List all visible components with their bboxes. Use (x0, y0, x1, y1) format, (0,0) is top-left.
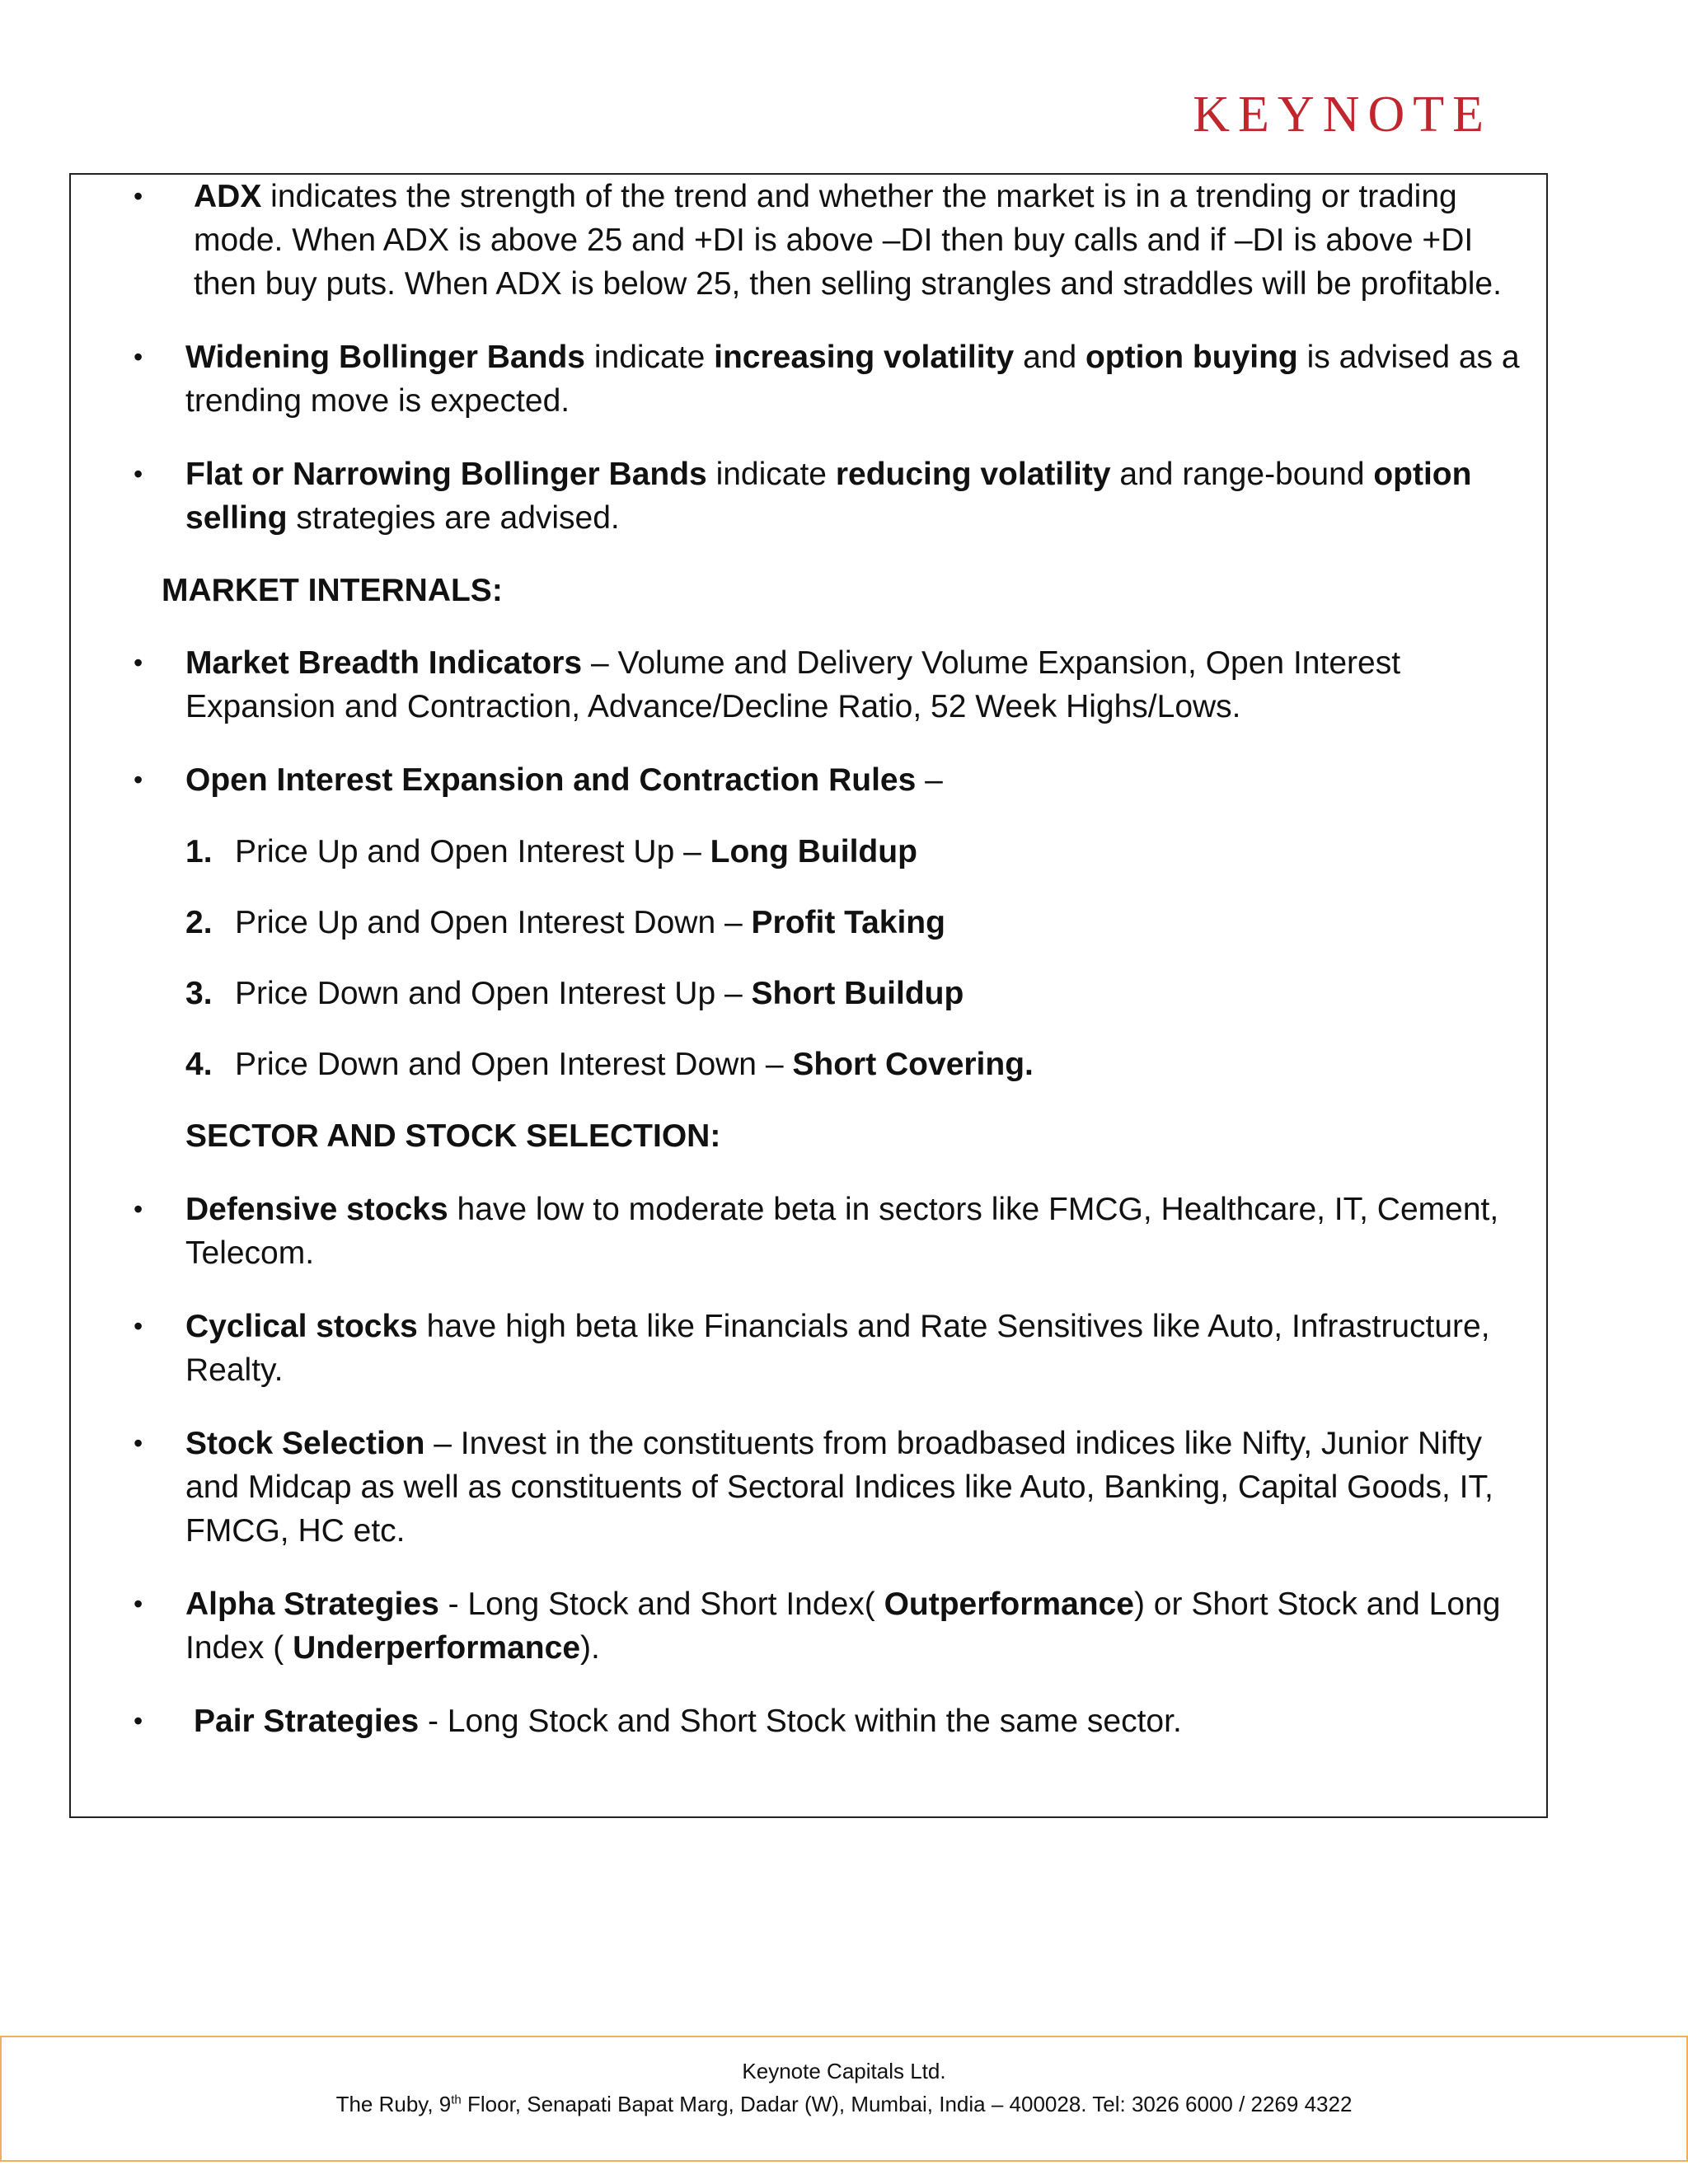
bullet-text: Defensive stocks have low to moderate beta in sectors like FMCG, Healthcare, IT, Cement, Telecom. (185, 1192, 1499, 1271)
bullet-dot-icon: • (134, 1428, 143, 1458)
bullet-text: Market Breadth Indicators – Volume and Delivery Volume Expansion, Open Interest Expansion and Contraction, Advance/Decline Ratio, 52 Week Highs/Lows. (185, 645, 1401, 724)
bullet-dot-icon: • (134, 342, 143, 372)
bullet-dot-icon: • (134, 1194, 143, 1224)
footer (0, 2036, 1688, 2162)
rule-number: 1. (185, 834, 213, 869)
market-internals-heading: MARKET INTERNALS: (162, 573, 503, 608)
bullet-dot-icon: • (134, 1589, 143, 1619)
content-box (69, 173, 1548, 1818)
bullet-text: ADX indicates the strength of the trend and whether the market is in a trending or trading mode. When ADX is above 25 and +DI is above –DI then buy calls and if –DI is above +DI then buy puts. When ADX is below 25, then selling strangles and straddles will be profitable. (194, 179, 1502, 302)
bullet-dot-icon: • (134, 648, 143, 677)
bullet-text: Stock Selection – Invest in the constituents from broadbased indices like Nifty, Junior Nifty and Midcap as well as constituents of Sectoral Indices like Auto, Banking, Capital Goods, IT, FMCG, HC etc. (185, 1426, 1493, 1549)
bullet-dot-icon: • (134, 181, 143, 211)
rule-text: Price Down and Open Interest Up – Short Buildup (235, 976, 964, 1011)
rule-number: 4. (185, 1047, 213, 1082)
bullet-dot-icon: • (134, 459, 143, 489)
rule-text: Price Up and Open Interest Up – Long Buildup (235, 834, 917, 869)
footer-address: The Ruby, 9th Floor, Senapati Bapat Marg, Dadar (W), Mumbai, India – 400028. Tel: 3026 6000 / 2269 4322 (335, 2092, 1353, 2116)
bullet-text: Alpha Strategies - Long Stock and Short Index( Outperformance) or Short Stock and Long Index ( Underperformance). (185, 1586, 1501, 1666)
rule-number: 3. (185, 976, 213, 1011)
bullet-text: Widening Bollinger Bands indicate increasing volatility and option buying is advised as a trending move is expected. (185, 340, 1520, 419)
bullet-dot-icon: • (134, 765, 143, 794)
sector-selection-heading: SECTOR AND STOCK SELECTION: (185, 1118, 721, 1154)
bullet-text: Pair Strategies - Long Stock and Short Stock within the same sector. (194, 1704, 1182, 1739)
keynote-logo: KEYNOTE (1193, 87, 1492, 143)
bullet-text: Open Interest Expansion and Contraction Rules – (185, 762, 943, 798)
rule-text: Price Up and Open Interest Down – Profit Taking (235, 905, 945, 940)
bullet-text: Flat or Narrowing Bollinger Bands indicate reducing volatility and range-bound option selling strategies are advised. (185, 457, 1472, 536)
rule-number: 2. (185, 905, 213, 940)
bullet-dot-icon: • (134, 1706, 143, 1736)
bullet-text: Cyclical stocks have high beta like Financials and Rate Sensitives like Auto, Infrastructure, Realty. (185, 1309, 1490, 1388)
footer-company-name: Keynote Capitals Ltd. (742, 2059, 946, 2083)
rule-text: Price Down and Open Interest Down – Short Covering. (235, 1047, 1034, 1082)
bullet-dot-icon: • (134, 1311, 143, 1341)
